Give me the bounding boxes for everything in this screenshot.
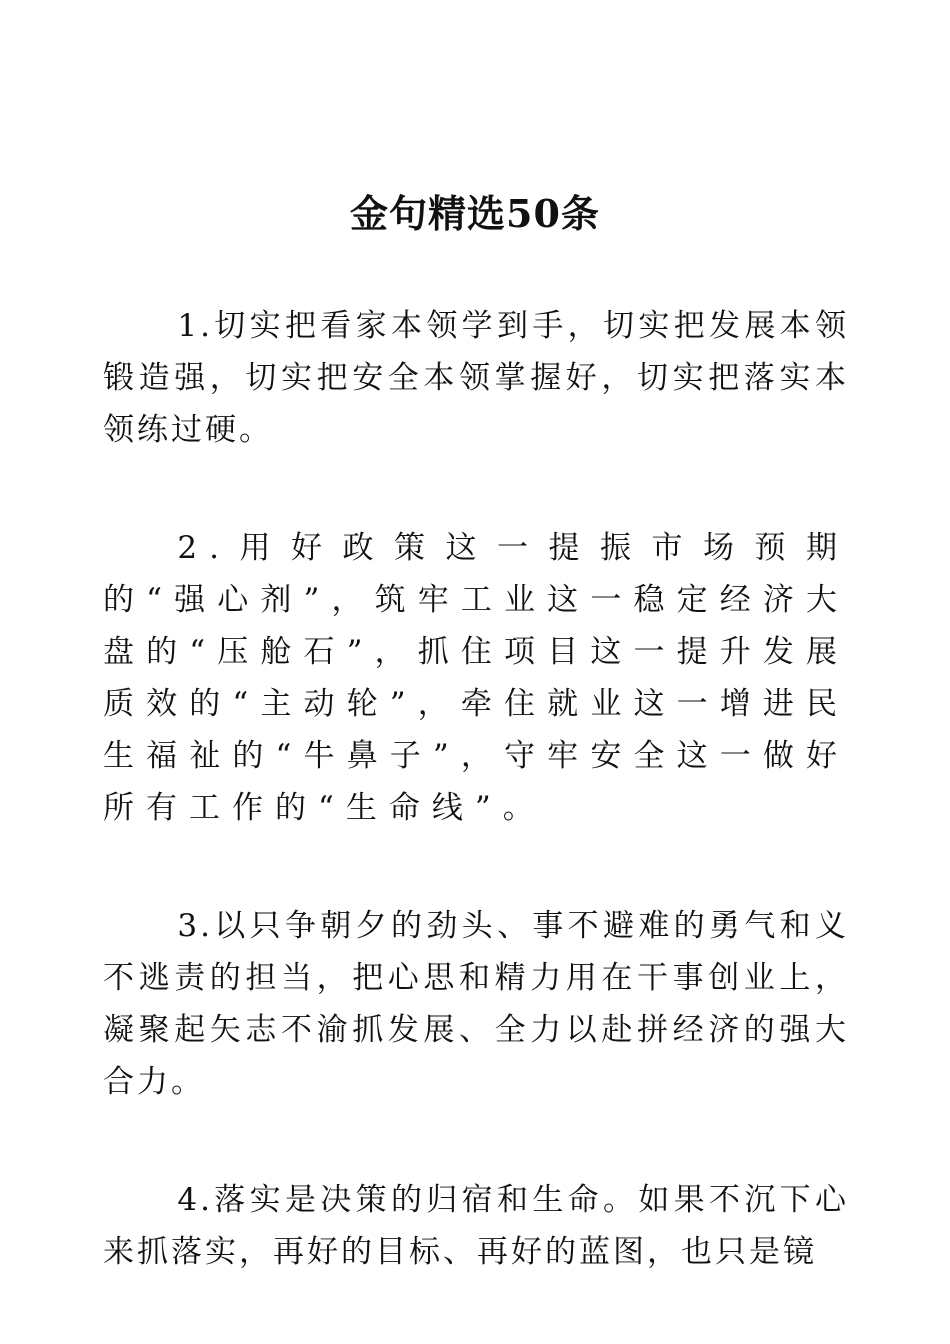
document-title: 金句精选50条 [350,191,600,236]
paragraph-4: 4.落实是决策的归宿和生命。如果不沉下心来抓落实，再好的目标、再好的蓝图，也只是镜 [103,1182,849,1270]
paragraph-3: 3.以只争朝夕的劲头、事不避难的勇气和义不逃责的担当，把心思和精力用在干事创业上，凝聚起矢志不渝抓发展、全力以赴拼经济的强大合力。 [103,908,849,1100]
document-body [103,300,849,1344]
paragraph-1: 1.切实把看家本领学到手，切实把发展本领锻造强，切实把安全本领掌握好，切实把落实本领练过硬。 [103,308,849,448]
paragraph-2: 2.用好政策这一提振市场预期的“强心剂”，筑牢工业这一稳定经济大盘的“压舱石”，抓住项目这一提升发展质效的“主动轮”，牵住就业这一增进民生福祉的“牛鼻子”，守牢安全这一做好所有工作的“生命线”。 [103,530,849,826]
